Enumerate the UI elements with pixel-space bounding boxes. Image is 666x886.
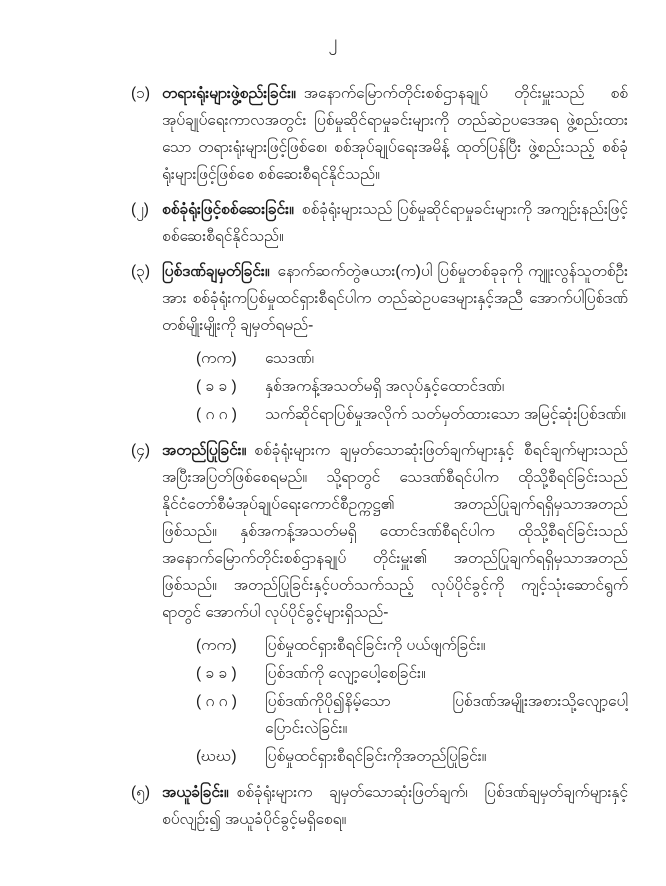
sub-clause-label: ( ဂ ဂ ) [196,693,237,710]
sub-clause-text: ပြစ်မှုထင်ရှားစီရင်ခြင်းကိုအတည်ပြုခြင်း။ [265,748,487,765]
clause-body [162,437,628,771]
clause-3 [131,258,628,429]
clause-4 [131,437,628,771]
clause-1 [131,80,628,188]
clause-paragraph [162,80,628,188]
sub-clause-text: သက်ဆိုင်ရာပြစ်မှုအလိုက် သတ်မှတ်ထားသော အမြင့်ဆုံးပြစ်ဒဏ်။ [265,406,626,423]
clause-paragraph [162,196,628,250]
clause-paragraph [162,258,628,339]
clause-heading: စစ်ခုံရုံးဖြင့်စစ်ဆေးခြင်း။ [162,201,294,218]
clause-text: နောက်ဆက်တွဲဇယား(က)ပါ ပြစ်မှုတစ်ခုခုကို ကျူးလွန်သူတစ်ဦးအား စစ်ခုံရုံးကပြစ်မှုထင်ရှားစီရင်ပါက တည်ဆဲဥပဒေများနှင့်အညီ အောက်ပါပြစ်ဒဏ်တစ်မျိုးမျိုးကို ချမှတ်ရမည်- [162,263,628,334]
clause-paragraph [162,437,628,626]
page-number: ၂ [328,31,338,51]
sub-clause-label: (ဃဃ) [196,748,237,765]
clause-5 [131,779,628,833]
clause-text: စစ်ခုံရုံးများက ချမှတ်သောဆုံးဖြတ်ချက်၊ ပြစ်ဒဏ်ချမှတ်ချက်များနှင့်စပ်လျဉ်း၍ အယူခံပိုင်ခွင့်မရှိစေရ။ [162,784,628,828]
sub-clause-text: ပြစ်ဒဏ်ကို လျော့ပေါ့စေခြင်း။ [265,665,426,682]
sub-clause-list [162,345,628,428]
sub-clause-label: ( ဂ ဂ ) [196,406,237,423]
clause-text: စစ်ခုံရုံးများက ချမှတ်သောဆုံးဖြတ်ချက်များနှင့် စီရင်ချက်များသည် အပြီးအပြတ်ဖြစ်စေရမည်။ သို့ရာတွင် သေဒဏ်စီရင်ပါက ထိုသို့စီရင်ခြင်းသည် နိုင်ငံတော်စီမံအုပ်ချုပ်ရေးကောင်စီဥက္ကဋ္ဌ၏ အတည်ပြုချက်ရရှိမှသာအတည်ဖြစ်သည်။ နှစ်အကန့်အသတ်မရှိ ထောင်ဒဏ်စီရင်ပါက ထိုသို့စီရင်ခြင်းသည် အနောက်မြောက်တိုင်းစစ်ဌာနချုပ် တိုင်းမှူး၏ အတည်ပြုချက်ရရှိမှသာအတည်ဖြစ်သည်။ အတည်ပြုခြင်းနှင့်ပတ်သက်သည့် လုပ်ပိုင်ခွင့်ကို ကျင့်သုံးဆောင်ရွက်ရာတွင် အောက်ပါ လုပ်ပိုင်ခွင့်များရှိသည်- [162,442,628,621]
sub-clause-list [162,632,628,770]
clause-number: (၅) [131,784,151,801]
clause-heading: ပြစ်ဒဏ်ချမှတ်ခြင်း။ [162,263,270,280]
sub-clause-label: (ကက) [196,637,237,654]
sub-clause-label: (ကက) [196,350,237,367]
clause-number: (၃) [131,263,151,280]
clause-heading: အယူခံခြင်း။ [162,784,229,801]
clause-body [162,258,628,429]
sub-clause-label: ( ခ ခ ) [196,378,237,395]
sub-clause [196,373,628,400]
clause-number: (၂) [131,201,149,218]
clause-2 [131,196,628,250]
clause-body [162,196,628,250]
document-content [131,80,628,841]
sub-clause-text: သေဒဏ်၊ [265,350,314,367]
sub-clause-label: ( ခ ခ ) [196,665,237,682]
sub-clause-text: ပြစ်ဒဏ်ကိုပို၍နိမ့်သော ပြစ်ဒဏ်အမျိုးအစားသို့လျော့ပေါ့ ပြောင်းလဲခြင်း။ [265,693,628,737]
sub-clause [196,401,628,428]
sub-clause [196,660,628,687]
clause-heading: တရားရုံးများဖွဲ့စည်းခြင်း။ [162,85,296,102]
sub-clause [196,688,628,742]
clause-body [162,80,628,188]
sub-clause-text: နှစ်အကန့်အသတ်မရှိ အလုပ်နှင့်ထောင်ဒဏ်၊ [265,378,505,395]
clause-heading: အတည်ပြုခြင်း။ [162,442,247,459]
sub-clause [196,743,628,770]
sub-clause [196,632,628,659]
sub-clause-text: ပြစ်မှုထင်ရှားစီရင်ခြင်းကို ပယ်ဖျက်ခြင်း။ [265,637,486,654]
clause-number: (၄) [131,442,151,459]
clause-text: အနောက်မြောက်တိုင်းစစ်ဌာနချုပ် တိုင်းမှူးသည် စစ်အုပ်ချုပ်ရေးကာလအတွင်း ပြစ်မှုဆိုင်ရာမှုခင်းများကို တည်ဆဲဥပဒေအရ ဖွဲ့စည်းထားသော တရားရုံးများဖြင့်ဖြစ်စေ၊ စစ်အုပ်ချုပ်ရေးအမိန့် ထုတ်ပြန်ပြီး ဖွဲ့စည်းသည့် စစ်ခုံ ရုံးများဖြင့်ဖြစ်စေ စစ်ဆေးစီရင်နိုင်သည်။ [162,85,628,183]
clause-text: စစ်ခုံရုံးများသည် ပြစ်မှုဆိုင်ရာမှုခင်းများကို အကျဉ်းနည်းဖြင့် စစ်ဆေးစီရင်နိုင်သည်။ [162,201,628,245]
clause-body [162,779,628,833]
clause-number: (၁) [131,85,151,102]
sub-clause [196,345,628,372]
clause-paragraph [162,779,628,833]
